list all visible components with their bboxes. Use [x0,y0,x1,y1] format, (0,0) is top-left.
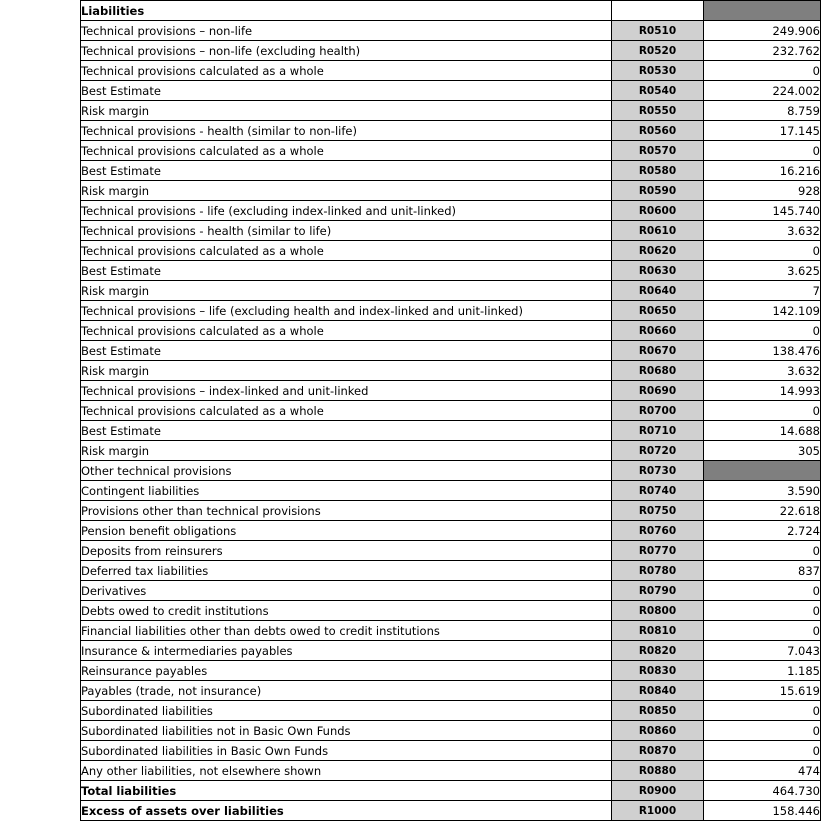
table-row [81,741,821,761]
row-value[interactable]: 0 [704,541,821,561]
row-code[interactable]: R0520 [612,41,704,61]
row-code[interactable]: R0620 [612,241,704,261]
table-row [81,581,821,601]
row-code[interactable]: R0780 [612,561,704,581]
row-value[interactable]: 0 [704,621,821,641]
row-label[interactable]: Deposits from reinsurers [81,541,612,561]
row-label[interactable]: Best Estimate [81,261,612,281]
table-row [81,501,821,521]
row-label[interactable]: Debts owed to credit institutions [81,601,612,621]
row-value[interactable]: 305 [704,441,821,461]
table-row [81,461,821,481]
row-code[interactable]: R0610 [612,221,704,241]
row-value[interactable]: 249.906 [704,21,821,41]
row-value[interactable]: 0 [704,581,821,601]
table-row [81,621,821,641]
row-code[interactable]: R0560 [612,121,704,141]
table-row [81,181,821,201]
table-row [81,21,821,41]
table-row [81,521,821,541]
row-label[interactable]: Technical provisions - health (similar to non-life) [81,121,612,141]
row-label[interactable]: Risk margin [81,281,612,301]
row-label[interactable]: Technical provisions - health (similar to life) [81,221,612,241]
row-value[interactable]: 158.446 [704,801,821,821]
row-code[interactable]: R0720 [612,441,704,461]
row-code[interactable]: R0860 [612,721,704,741]
row-code[interactable]: R0820 [612,641,704,661]
row-value[interactable]: 1.185 [704,661,821,681]
row-label[interactable]: Any other liabilities, not elsewhere shown [81,761,612,781]
row-code[interactable]: R0550 [612,101,704,121]
table-row [81,241,821,261]
row-code[interactable]: R0690 [612,381,704,401]
row-code[interactable]: R0570 [612,141,704,161]
row-label[interactable]: Total liabilities [81,781,612,801]
row-value[interactable]: 22.618 [704,501,821,521]
table-row [81,121,821,141]
row-label[interactable]: Financial liabilities other than debts owed to credit institutions [81,621,612,641]
row-value[interactable]: 14.993 [704,381,821,401]
row-value[interactable]: 837 [704,561,821,581]
table-row [81,301,821,321]
row-code[interactable] [612,1,704,21]
table-row [81,321,821,341]
row-code[interactable]: R0750 [612,501,704,521]
row-code[interactable]: R0510 [612,21,704,41]
row-value[interactable]: 3.632 [704,361,821,381]
row-label[interactable]: Technical provisions – index-linked and unit-linked [81,381,612,401]
row-value[interactable]: 7.043 [704,641,821,661]
row-code[interactable]: R0540 [612,81,704,101]
shaded-value-cell[interactable] [704,1,821,21]
row-value[interactable]: 0 [704,741,821,761]
row-code[interactable]: R0800 [612,601,704,621]
table-row [81,601,821,621]
row-code[interactable]: R0710 [612,421,704,441]
row-code[interactable]: R0810 [612,621,704,641]
row-code[interactable]: R0730 [612,461,704,481]
table-row [81,801,821,821]
row-code[interactable]: R0650 [612,301,704,321]
row-value[interactable]: 0 [704,321,821,341]
row-label[interactable]: Other technical provisions [81,461,612,481]
row-label[interactable]: Insurance & intermediaries payables [81,641,612,661]
row-label[interactable]: Payables (trade, not insurance) [81,681,612,701]
row-value[interactable]: 224.002 [704,81,821,101]
shaded-value-cell[interactable] [704,461,821,481]
liabilities-table [80,0,821,821]
row-label[interactable]: Subordinated liabilities not in Basic Own Funds [81,721,612,741]
table-row [81,361,821,381]
row-value[interactable]: 0 [704,721,821,741]
table-row [81,221,821,241]
row-value[interactable]: 3.590 [704,481,821,501]
row-code[interactable]: R0840 [612,681,704,701]
row-label[interactable]: Subordinated liabilities in Basic Own Funds [81,741,612,761]
row-code[interactable]: R0740 [612,481,704,501]
row-value[interactable]: 464.730 [704,781,821,801]
table-row [81,381,821,401]
table-row [81,261,821,281]
table-row [81,61,821,81]
row-code[interactable]: R0640 [612,281,704,301]
row-label[interactable]: Best Estimate [81,161,612,181]
row-code[interactable]: R0660 [612,321,704,341]
table-row [81,161,821,181]
row-code[interactable]: R0680 [612,361,704,381]
row-label[interactable]: Risk margin [81,441,612,461]
row-label[interactable]: Technical provisions – non-life (excluding health) [81,41,612,61]
row-label[interactable]: Excess of assets over liabilities [81,801,612,821]
row-code[interactable]: R0630 [612,261,704,281]
table-row [81,661,821,681]
row-label[interactable]: Technical provisions calculated as a whole [81,141,612,161]
row-label[interactable]: Technical provisions – non-life [81,21,612,41]
row-value[interactable]: 8.759 [704,101,821,121]
row-label[interactable]: Best Estimate [81,341,612,361]
row-value[interactable]: 145.740 [704,201,821,221]
row-value[interactable]: 928 [704,181,821,201]
row-value[interactable]: 232.762 [704,41,821,61]
table-row [81,781,821,801]
row-label[interactable]: Contingent liabilities [81,481,612,501]
row-code[interactable]: R0590 [612,181,704,201]
row-code[interactable]: R0580 [612,161,704,181]
row-label[interactable]: Technical provisions – life (excluding health and index-linked and unit-linked) [81,301,612,321]
row-label[interactable]: Subordinated liabilities [81,701,612,721]
row-value[interactable]: 0 [704,61,821,81]
table-row [81,281,821,301]
row-value[interactable]: 0 [704,701,821,721]
row-value[interactable]: 14.688 [704,421,821,441]
table-row [81,721,821,741]
row-label[interactable]: Risk margin [81,101,612,121]
table-row [81,701,821,721]
row-label[interactable]: Risk margin [81,181,612,201]
row-code[interactable]: R0870 [612,741,704,761]
table-row [81,641,821,661]
row-value[interactable]: 0 [704,241,821,261]
row-label[interactable]: Technical provisions calculated as a whole [81,61,612,81]
row-label[interactable]: Technical provisions calculated as a whole [81,321,612,341]
row-value[interactable]: 7 [704,281,821,301]
row-label[interactable]: Pension benefit obligations [81,521,612,541]
row-code[interactable]: R0830 [612,661,704,681]
row-label[interactable]: Derivatives [81,581,612,601]
table-row [81,441,821,461]
table-row [81,681,821,701]
row-label[interactable]: Deferred tax liabilities [81,561,612,581]
row-code[interactable]: R0600 [612,201,704,221]
row-code[interactable]: R0770 [612,541,704,561]
row-code[interactable]: R1000 [612,801,704,821]
row-value[interactable]: 0 [704,401,821,421]
row-value[interactable]: 474 [704,761,821,781]
table-row [81,421,821,441]
row-value[interactable]: 16.216 [704,161,821,181]
table-row [81,201,821,221]
row-value[interactable]: 0 [704,601,821,621]
table-row [81,141,821,161]
row-label[interactable]: Technical provisions calculated as a whole [81,241,612,261]
liabilities-table-body [81,1,821,821]
row-label[interactable]: Best Estimate [81,81,612,101]
row-label[interactable]: Provisions other than technical provisions [81,501,612,521]
table-row [81,81,821,101]
table-row [81,101,821,121]
row-code[interactable]: R0790 [612,581,704,601]
row-label[interactable]: Technical provisions calculated as a whole [81,401,612,421]
row-code[interactable]: R0700 [612,401,704,421]
table-row [81,761,821,781]
table-row [81,341,821,361]
row-value[interactable]: 3.632 [704,221,821,241]
table-row [81,481,821,501]
row-label[interactable]: Liabilities [81,1,612,21]
row-code[interactable]: R0670 [612,341,704,361]
row-value[interactable]: 15.619 [704,681,821,701]
table-row [81,561,821,581]
row-label[interactable]: Risk margin [81,361,612,381]
row-value[interactable]: 138.476 [704,341,821,361]
row-code[interactable]: R0760 [612,521,704,541]
row-value[interactable]: 2.724 [704,521,821,541]
row-value[interactable]: 142.109 [704,301,821,321]
row-value[interactable]: 17.145 [704,121,821,141]
row-label[interactable]: Best Estimate [81,421,612,441]
row-label[interactable]: Reinsurance payables [81,661,612,681]
row-label[interactable]: Technical provisions - life (excluding index-linked and unit-linked) [81,201,612,221]
table-row [81,41,821,61]
table-row [81,1,821,21]
row-value[interactable]: 3.625 [704,261,821,281]
row-code[interactable]: R0900 [612,781,704,801]
table-row [81,541,821,561]
table-row [81,401,821,421]
row-code[interactable]: R0880 [612,761,704,781]
row-code[interactable]: R0530 [612,61,704,81]
row-value[interactable]: 0 [704,141,821,161]
row-code[interactable]: R0850 [612,701,704,721]
